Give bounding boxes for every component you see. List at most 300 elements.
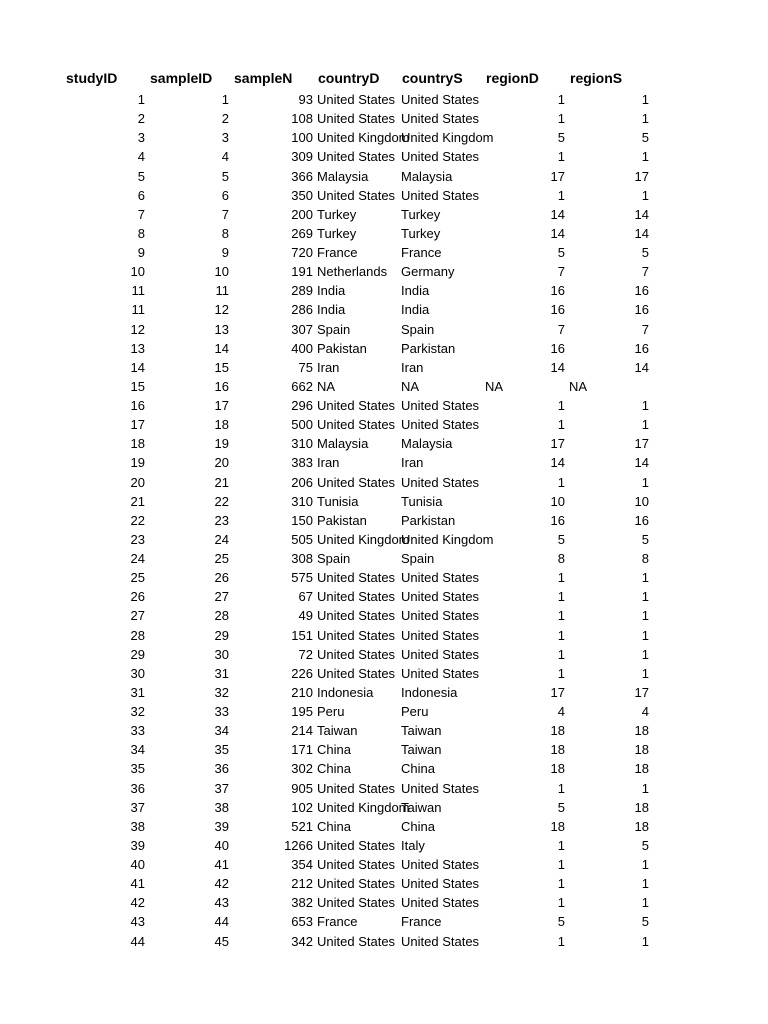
- cell-sampleid[interactable]: 27: [214, 589, 229, 605]
- cell-countryd[interactable]: United States: [317, 933, 396, 949]
- cell-sampleid[interactable]: 5: [221, 168, 229, 184]
- cell-countrys[interactable]: Taiwan: [401, 723, 442, 739]
- cell-regiond[interactable]: 1: [557, 417, 565, 433]
- cell-regions[interactable]: 8: [641, 551, 649, 566]
- cell-regiond[interactable]: 7: [557, 321, 565, 337]
- cell-sampleid[interactable]: 23: [214, 512, 229, 528]
- cell-countrys[interactable]: Taiwan: [401, 742, 442, 758]
- cell-sampleid[interactable]: 32: [214, 684, 229, 700]
- cell-countrys[interactable]: United States: [401, 646, 480, 662]
- cell-countryd[interactable]: United States: [317, 857, 396, 872]
- cell-countrys[interactable]: United States: [401, 417, 480, 433]
- cell-regions[interactable]: 1: [641, 646, 649, 662]
- cell-studyid[interactable]: 16: [130, 398, 145, 413]
- cell-countrys[interactable]: Malaysia: [401, 168, 453, 184]
- cell-regiond[interactable]: 5: [557, 245, 565, 260]
- cell-regions[interactable]: 14: [634, 206, 649, 222]
- cell-regiond[interactable]: 1: [557, 589, 565, 605]
- cell-regiond[interactable]: 10: [550, 493, 565, 509]
- cell-regiond[interactable]: 1: [557, 933, 565, 949]
- cell-samplen[interactable]: 100: [291, 130, 313, 146]
- cell-countrys[interactable]: United States: [401, 933, 480, 949]
- cell-studyid[interactable]: 11: [131, 302, 145, 318]
- cell-regions[interactable]: 18: [634, 742, 649, 758]
- cell-countrys[interactable]: United States: [401, 187, 480, 203]
- cell-studyid[interactable]: 26: [130, 589, 145, 605]
- cell-studyid[interactable]: 30: [130, 665, 145, 681]
- cell-samplen[interactable]: 521: [291, 818, 313, 834]
- cell-countrys[interactable]: United States: [401, 780, 480, 796]
- cell-studyid[interactable]: 44: [130, 933, 145, 949]
- cell-regiond[interactable]: 1: [557, 149, 565, 165]
- cell-studyid[interactable]: 14: [130, 359, 145, 375]
- cell-countrys[interactable]: United States: [401, 111, 480, 127]
- cell-regions[interactable]: 1: [641, 589, 649, 605]
- cell-sampleid[interactable]: 40: [214, 837, 229, 853]
- cell-samplen[interactable]: 108: [291, 111, 313, 127]
- cell-regions[interactable]: 1: [641, 857, 649, 872]
- cell-countryd[interactable]: United States: [317, 627, 396, 643]
- cell-regions[interactable]: 1: [641, 398, 649, 413]
- cell-regions[interactable]: 14: [634, 455, 649, 471]
- cell-regions[interactable]: 1: [641, 187, 649, 203]
- cell-regiond[interactable]: 5: [557, 799, 565, 815]
- cell-studyid[interactable]: 28: [130, 627, 145, 643]
- cell-regiond[interactable]: 8: [557, 551, 565, 566]
- cell-samplen[interactable]: 309: [291, 149, 313, 165]
- cell-countrys[interactable]: United States: [401, 627, 480, 643]
- cell-regions[interactable]: 1: [641, 92, 649, 107]
- cell-regions[interactable]: 7: [641, 321, 649, 337]
- cell-regions[interactable]: 4: [641, 704, 649, 719]
- cell-samplen[interactable]: 383: [291, 455, 313, 471]
- cell-samplen[interactable]: 308: [291, 551, 313, 566]
- cell-countrys[interactable]: United States: [401, 665, 480, 681]
- cell-regions[interactable]: 17: [634, 168, 649, 184]
- cell-countryd[interactable]: Pakistan: [317, 512, 367, 528]
- cell-regiond[interactable]: 7: [557, 264, 565, 280]
- cell-countryd[interactable]: France: [317, 914, 358, 930]
- cell-regions[interactable]: 18: [634, 799, 649, 815]
- cell-samplen[interactable]: 200: [291, 206, 313, 222]
- cell-sampleid[interactable]: 13: [214, 321, 229, 337]
- cell-countrys[interactable]: Parkistan: [401, 340, 456, 356]
- cell-countryd[interactable]: United States: [317, 780, 396, 796]
- cell-regions[interactable]: 5: [641, 245, 649, 260]
- cell-studyid[interactable]: 40: [130, 857, 145, 872]
- cell-regiond[interactable]: 1: [557, 857, 565, 872]
- cell-samplen[interactable]: 653: [291, 914, 313, 930]
- cell-regiond[interactable]: 5: [557, 130, 565, 146]
- cell-samplen[interactable]: 720: [291, 245, 313, 260]
- cell-regions[interactable]: 18: [634, 723, 649, 739]
- cell-countrys[interactable]: United States: [401, 895, 480, 911]
- cell-studyid[interactable]: 15: [130, 378, 145, 394]
- cell-sampleid[interactable]: 2: [221, 111, 229, 127]
- cell-sampleid[interactable]: 43: [214, 895, 229, 911]
- cell-regions[interactable]: 17: [634, 684, 649, 700]
- cell-countryd[interactable]: China: [317, 818, 351, 834]
- cell-regiond[interactable]: 18: [550, 723, 565, 739]
- cell-countrys[interactable]: United States: [401, 608, 480, 624]
- cell-countryd[interactable]: China: [317, 761, 351, 777]
- cell-sampleid[interactable]: 45: [214, 933, 229, 949]
- cell-sampleid[interactable]: 31: [214, 665, 229, 681]
- cell-regiond[interactable]: 1: [557, 398, 565, 413]
- cell-countryd[interactable]: China: [317, 742, 351, 758]
- cell-countryd[interactable]: Pakistan: [317, 340, 367, 356]
- cell-studyid[interactable]: 13: [130, 340, 145, 356]
- cell-samplen[interactable]: 662: [291, 378, 313, 394]
- cell-samplen[interactable]: 49: [298, 608, 313, 624]
- cell-regiond[interactable]: 1: [557, 780, 565, 796]
- cell-countrys[interactable]: Spain: [401, 321, 435, 337]
- cell-samplen[interactable]: 212: [291, 876, 313, 892]
- cell-sampleid[interactable]: 29: [214, 627, 229, 643]
- cell-countryd[interactable]: Spain: [317, 551, 351, 566]
- header-regions[interactable]: regionS: [570, 70, 623, 86]
- cell-countrys[interactable]: United States: [401, 857, 480, 872]
- cell-regions[interactable]: 5: [641, 914, 649, 930]
- cell-countrys[interactable]: Tunisia: [401, 493, 443, 509]
- cell-sampleid[interactable]: 24: [214, 531, 229, 547]
- cell-sampleid[interactable]: 11: [215, 283, 229, 299]
- cell-regiond[interactable]: 14: [550, 359, 565, 375]
- cell-countryd[interactable]: India: [317, 302, 346, 318]
- cell-countrys[interactable]: India: [401, 302, 430, 318]
- cell-countryd[interactable]: Iran: [317, 359, 340, 375]
- cell-samplen[interactable]: 310: [291, 493, 313, 509]
- cell-countrys[interactable]: France: [401, 914, 442, 930]
- cell-sampleid[interactable]: 39: [214, 818, 229, 834]
- cell-samplen[interactable]: 342: [291, 933, 313, 949]
- cell-studyid[interactable]: 33: [130, 723, 145, 739]
- cell-countryd[interactable]: United Kingdom: [317, 799, 410, 815]
- cell-sampleid[interactable]: 16: [214, 378, 229, 394]
- cell-countryd[interactable]: United States: [317, 608, 396, 624]
- cell-countrys[interactable]: Iran: [401, 455, 424, 471]
- cell-sampleid[interactable]: 34: [214, 723, 229, 739]
- cell-studyid[interactable]: 3: [137, 130, 145, 146]
- cell-studyid[interactable]: 12: [130, 321, 145, 337]
- cell-samplen[interactable]: 310: [291, 436, 313, 452]
- cell-sampleid[interactable]: 33: [214, 704, 229, 719]
- cell-studyid[interactable]: 24: [130, 551, 145, 566]
- cell-studyid[interactable]: 39: [130, 837, 145, 853]
- cell-samplen[interactable]: 302: [291, 761, 313, 777]
- cell-studyid[interactable]: 22: [130, 512, 145, 528]
- cell-regions[interactable]: 5: [641, 130, 649, 146]
- cell-regiond[interactable]: 16: [550, 302, 565, 318]
- cell-studyid[interactable]: 1: [137, 92, 145, 107]
- cell-samplen[interactable]: 286: [291, 302, 313, 318]
- cell-regiond[interactable]: 1: [557, 627, 565, 643]
- cell-regiond[interactable]: 4: [557, 704, 565, 719]
- cell-countryd[interactable]: NA: [317, 378, 336, 394]
- cell-sampleid[interactable]: 1: [221, 92, 229, 107]
- cell-studyid[interactable]: 17: [130, 417, 145, 433]
- cell-samplen[interactable]: 150: [291, 512, 313, 528]
- cell-regiond[interactable]: 16: [550, 283, 565, 299]
- cell-countrys[interactable]: India: [401, 283, 430, 299]
- cell-countrys[interactable]: Taiwan: [401, 799, 442, 815]
- cell-samplen[interactable]: 191: [291, 264, 313, 280]
- cell-samplen[interactable]: 296: [291, 398, 313, 413]
- cell-regions[interactable]: 10: [634, 493, 649, 509]
- cell-samplen[interactable]: 382: [291, 895, 313, 911]
- cell-countryd[interactable]: Turkey: [317, 206, 357, 222]
- cell-regiond[interactable]: 1: [557, 187, 565, 203]
- cell-countrys[interactable]: Turkey: [401, 225, 441, 241]
- cell-studyid[interactable]: 38: [130, 818, 145, 834]
- cell-regiond[interactable]: 1: [557, 876, 565, 892]
- cell-studyid[interactable]: 20: [130, 474, 145, 490]
- cell-countryd[interactable]: United States: [317, 876, 396, 892]
- cell-sampleid[interactable]: 10: [214, 264, 229, 280]
- cell-studyid[interactable]: 34: [130, 742, 145, 758]
- cell-sampleid[interactable]: 18: [214, 417, 229, 433]
- cell-sampleid[interactable]: 15: [214, 359, 229, 375]
- cell-countryd[interactable]: Malaysia: [317, 168, 369, 184]
- cell-countryd[interactable]: India: [317, 283, 346, 299]
- cell-countrys[interactable]: China: [401, 818, 435, 834]
- cell-sampleid[interactable]: 22: [214, 493, 229, 509]
- cell-sampleid[interactable]: 25: [214, 551, 229, 566]
- cell-studyid[interactable]: 42: [130, 895, 145, 911]
- cell-countrys[interactable]: Germany: [401, 264, 455, 280]
- cell-studyid[interactable]: 35: [130, 761, 145, 777]
- cell-regions[interactable]: 16: [634, 340, 649, 356]
- cell-countryd[interactable]: United States: [317, 474, 396, 490]
- cell-studyid[interactable]: 32: [130, 704, 145, 719]
- header-studyid[interactable]: studyID: [66, 70, 118, 86]
- cell-samplen[interactable]: 75: [298, 359, 313, 375]
- cell-sampleid[interactable]: 7: [221, 206, 229, 222]
- cell-countrys[interactable]: United States: [401, 398, 480, 413]
- cell-samplen[interactable]: 102: [291, 799, 313, 815]
- cell-sampleid[interactable]: 4: [221, 149, 229, 165]
- cell-sampleid[interactable]: 26: [214, 570, 229, 586]
- cell-samplen[interactable]: 307: [291, 321, 313, 337]
- cell-countrys[interactable]: France: [401, 245, 442, 260]
- header-countryd[interactable]: countryD: [318, 70, 380, 86]
- cell-countryd[interactable]: United States: [317, 837, 396, 853]
- cell-regiond[interactable]: 18: [550, 742, 565, 758]
- cell-regiond[interactable]: 18: [550, 818, 565, 834]
- cell-samplen[interactable]: 505: [291, 531, 313, 547]
- cell-countrys[interactable]: United States: [401, 92, 480, 107]
- cell-regiond[interactable]: NA: [485, 378, 504, 394]
- cell-countryd[interactable]: Tunisia: [317, 493, 359, 509]
- cell-countryd[interactable]: United Kingdom: [317, 130, 410, 146]
- cell-sampleid[interactable]: 41: [214, 857, 229, 872]
- cell-countryd[interactable]: Netherlands: [317, 264, 388, 280]
- cell-studyid[interactable]: 21: [130, 493, 145, 509]
- cell-sampleid[interactable]: 35: [214, 742, 229, 758]
- cell-countrys[interactable]: Iran: [401, 359, 424, 375]
- cell-regions[interactable]: 16: [634, 302, 649, 318]
- cell-countrys[interactable]: Turkey: [401, 206, 441, 222]
- cell-countrys[interactable]: NA: [401, 378, 420, 394]
- cell-regiond[interactable]: 1: [557, 895, 565, 911]
- cell-countrys[interactable]: United States: [401, 570, 480, 586]
- cell-regions[interactable]: 7: [641, 264, 649, 280]
- cell-regions[interactable]: 18: [634, 818, 649, 834]
- cell-regions[interactable]: 14: [634, 225, 649, 241]
- cell-studyid[interactable]: 5: [137, 168, 145, 184]
- cell-regions[interactable]: 1: [641, 608, 649, 624]
- cell-regiond[interactable]: 1: [557, 474, 565, 490]
- cell-countryd[interactable]: United States: [317, 111, 396, 127]
- cell-samplen[interactable]: 206: [291, 474, 313, 490]
- cell-sampleid[interactable]: 42: [214, 876, 229, 892]
- cell-regions[interactable]: NA: [569, 378, 588, 394]
- cell-studyid[interactable]: 36: [130, 780, 145, 796]
- header-countrys[interactable]: countryS: [402, 70, 463, 86]
- cell-samplen[interactable]: 575: [291, 570, 313, 586]
- cell-samplen[interactable]: 366: [291, 168, 313, 184]
- cell-countryd[interactable]: United States: [317, 187, 396, 203]
- cell-regiond[interactable]: 5: [557, 531, 565, 547]
- cell-sampleid[interactable]: 30: [214, 646, 229, 662]
- cell-regiond[interactable]: 5: [557, 914, 565, 930]
- cell-studyid[interactable]: 27: [130, 608, 145, 624]
- cell-regiond[interactable]: 1: [557, 92, 565, 107]
- cell-sampleid[interactable]: 14: [214, 340, 229, 356]
- header-regiond[interactable]: regionD: [486, 70, 539, 86]
- cell-countrys[interactable]: Spain: [401, 551, 435, 566]
- cell-sampleid[interactable]: 44: [214, 914, 229, 930]
- cell-studyid[interactable]: 10: [130, 264, 145, 280]
- cell-countryd[interactable]: Turkey: [317, 225, 357, 241]
- cell-regiond[interactable]: 1: [557, 570, 565, 586]
- cell-countrys[interactable]: Indonesia: [401, 684, 458, 700]
- cell-samplen[interactable]: 67: [298, 589, 313, 605]
- cell-studyid[interactable]: 29: [130, 646, 145, 662]
- cell-regions[interactable]: 16: [634, 283, 649, 299]
- cell-samplen[interactable]: 289: [291, 283, 313, 299]
- cell-countryd[interactable]: United States: [317, 92, 396, 107]
- cell-countrys[interactable]: Parkistan: [401, 512, 456, 528]
- cell-sampleid[interactable]: 8: [221, 225, 229, 241]
- cell-sampleid[interactable]: 20: [214, 455, 229, 471]
- cell-samplen[interactable]: 72: [298, 646, 313, 662]
- cell-regiond[interactable]: 1: [557, 111, 565, 127]
- cell-samplen[interactable]: 210: [291, 684, 313, 700]
- cell-regions[interactable]: 1: [641, 111, 649, 127]
- cell-regiond[interactable]: 14: [550, 206, 565, 222]
- cell-regiond[interactable]: 17: [550, 168, 565, 184]
- cell-countryd[interactable]: United States: [317, 895, 396, 911]
- cell-countryd[interactable]: Peru: [317, 704, 345, 719]
- cell-sampleid[interactable]: 12: [214, 302, 229, 318]
- cell-regiond[interactable]: 17: [550, 684, 565, 700]
- cell-countrys[interactable]: United Kingdom: [401, 531, 494, 547]
- cell-samplen[interactable]: 269: [291, 225, 313, 241]
- cell-regions[interactable]: 1: [641, 876, 649, 892]
- cell-sampleid[interactable]: 19: [214, 436, 229, 452]
- cell-studyid[interactable]: 31: [130, 684, 145, 700]
- cell-samplen[interactable]: 226: [291, 665, 313, 681]
- cell-regions[interactable]: 1: [641, 933, 649, 949]
- cell-regiond[interactable]: 14: [550, 225, 565, 241]
- cell-samplen[interactable]: 195: [291, 704, 313, 719]
- cell-regions[interactable]: 1: [641, 780, 649, 796]
- cell-countryd[interactable]: Malaysia: [317, 436, 369, 452]
- cell-countryd[interactable]: United States: [317, 417, 396, 433]
- cell-sampleid[interactable]: 17: [214, 398, 229, 413]
- cell-regions[interactable]: 5: [641, 531, 649, 547]
- cell-regiond[interactable]: 16: [550, 512, 565, 528]
- cell-countryd[interactable]: United States: [317, 398, 396, 413]
- cell-sampleid[interactable]: 6: [221, 187, 229, 203]
- cell-countryd[interactable]: France: [317, 245, 358, 260]
- cell-sampleid[interactable]: 9: [221, 245, 229, 260]
- cell-regiond[interactable]: 1: [557, 665, 565, 681]
- cell-samplen[interactable]: 151: [291, 627, 313, 643]
- cell-countryd[interactable]: Spain: [317, 321, 351, 337]
- cell-studyid[interactable]: 19: [130, 455, 145, 471]
- cell-studyid[interactable]: 4: [137, 149, 145, 165]
- cell-regions[interactable]: 1: [641, 895, 649, 911]
- cell-studyid[interactable]: 9: [137, 245, 145, 260]
- cell-studyid[interactable]: 11: [131, 283, 145, 299]
- cell-studyid[interactable]: 18: [130, 436, 145, 452]
- cell-countryd[interactable]: United States: [317, 646, 396, 662]
- cell-regions[interactable]: 5: [641, 837, 649, 853]
- cell-samplen[interactable]: 905: [291, 780, 313, 796]
- cell-samplen[interactable]: 171: [291, 742, 313, 758]
- cell-samplen[interactable]: 214: [291, 723, 313, 739]
- cell-countrys[interactable]: United States: [401, 876, 480, 892]
- cell-regiond[interactable]: 18: [550, 761, 565, 777]
- cell-sampleid[interactable]: 21: [214, 474, 229, 490]
- cell-studyid[interactable]: 8: [137, 225, 145, 241]
- cell-countrys[interactable]: China: [401, 761, 435, 777]
- cell-regiond[interactable]: 16: [550, 340, 565, 356]
- cell-countrys[interactable]: United States: [401, 149, 480, 165]
- cell-samplen[interactable]: 500: [291, 417, 313, 433]
- cell-studyid[interactable]: 2: [137, 111, 145, 127]
- cell-regiond[interactable]: 17: [550, 436, 565, 452]
- cell-countryd[interactable]: United States: [317, 570, 396, 586]
- cell-countrys[interactable]: United States: [401, 474, 480, 490]
- cell-regions[interactable]: 1: [641, 149, 649, 165]
- header-sampleid[interactable]: sampleID: [150, 70, 213, 86]
- cell-countryd[interactable]: Iran: [317, 455, 340, 471]
- cell-regions[interactable]: 1: [641, 665, 649, 681]
- cell-sampleid[interactable]: 37: [214, 780, 229, 796]
- cell-regions[interactable]: 1: [641, 474, 649, 490]
- cell-countryd[interactable]: United States: [317, 665, 396, 681]
- cell-samplen[interactable]: 1266: [284, 837, 313, 853]
- cell-studyid[interactable]: 37: [130, 799, 145, 815]
- cell-countrys[interactable]: Malaysia: [401, 436, 453, 452]
- cell-studyid[interactable]: 41: [130, 876, 145, 892]
- cell-countryd[interactable]: Taiwan: [317, 723, 358, 739]
- cell-regiond[interactable]: 14: [550, 455, 565, 471]
- cell-regiond[interactable]: 1: [557, 837, 565, 853]
- cell-sampleid[interactable]: 28: [214, 608, 229, 624]
- cell-studyid[interactable]: 23: [130, 531, 145, 547]
- cell-samplen[interactable]: 93: [298, 92, 313, 107]
- cell-countryd[interactable]: United States: [317, 589, 396, 605]
- header-samplen[interactable]: sampleN: [234, 70, 293, 86]
- cell-samplen[interactable]: 350: [291, 187, 313, 203]
- cell-countryd[interactable]: Indonesia: [317, 684, 374, 700]
- cell-countrys[interactable]: United States: [401, 589, 480, 605]
- cell-countryd[interactable]: United Kingdom: [317, 531, 410, 547]
